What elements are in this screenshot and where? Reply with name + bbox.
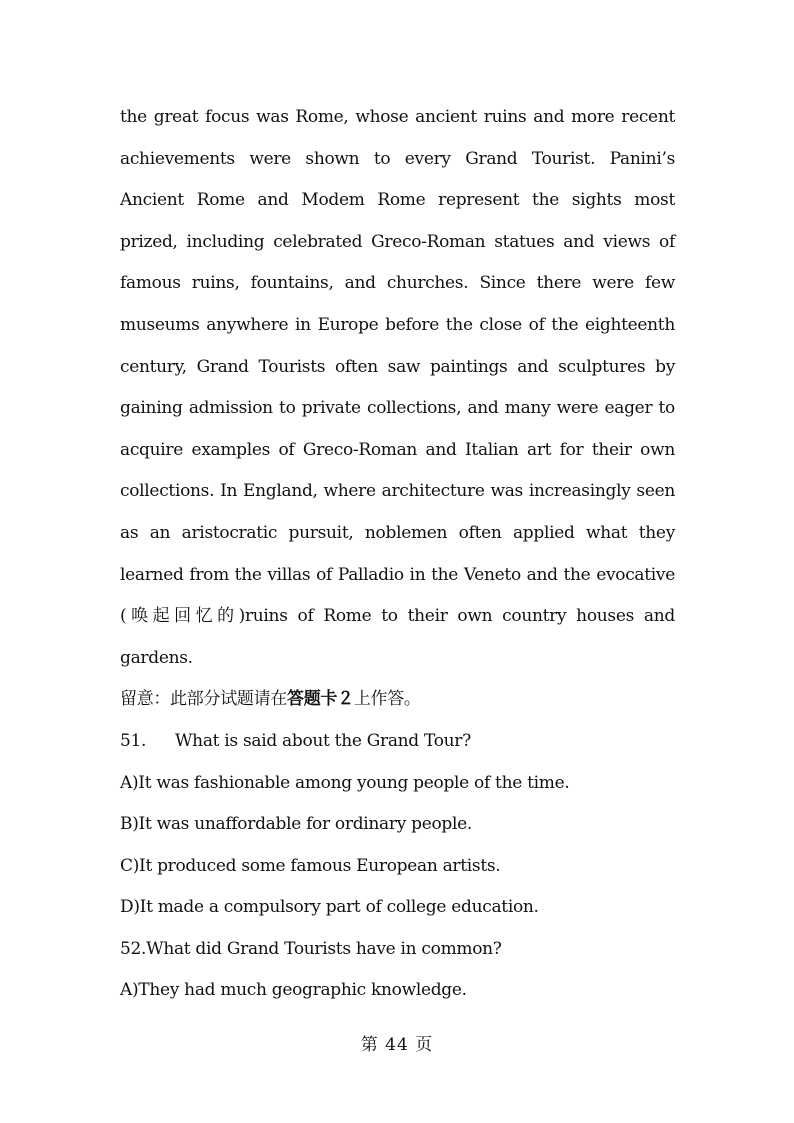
option-a: A)They had much geographic knowledge. (120, 980, 467, 1001)
question-51 (120, 721, 675, 929)
passage-paragraph: the great focus was Rome, whose ancient ruins and more recent achievements were shown to every Grand Tourist. Panini’s Ancient Rome and Modem Rome represent the sights most prized, including celebrated Greco-Roman statues and views of famous ruins, fountains, and churches. Since there were few museums anywhere in Europe before the close of the eighteenth century, Grand Tourists often saw paintings and sculptures by gaining admission to private collections, and many were eager to acquire examples of Greco-Roman and Italian art for their own collections. In England, where architecture was increasingly seen as an aristocratic pursuit, noblemen often applied what they learned from the villas of Palladio in the Veneto and the evocative (唤起回忆的)ruins of Rome to their own country houses and gardens. (120, 107, 675, 668)
question-52 (120, 929, 675, 1012)
answer-sheet-notice (120, 679, 675, 721)
notice-answer-card: 答题卡２ (287, 689, 354, 710)
page-number: 第 44 页 (360, 1035, 434, 1055)
option-c: C)It produced some famous European artists. (120, 855, 501, 876)
question-text: What did Grand Tourists have in common? (146, 938, 502, 959)
question-stem (120, 721, 675, 763)
option-d: D)It made a compulsory part of college education. (120, 897, 539, 918)
notice-prefix: 留意：此部分试题请在 (120, 689, 287, 710)
document-body (120, 97, 675, 1012)
option-a: A)It was fashionable among young people of the time. (120, 772, 570, 793)
question-stem (120, 929, 675, 971)
question-number: 51. (120, 730, 147, 751)
notice-suffix: 上作答。 (353, 689, 421, 710)
question-number: 52. (120, 938, 147, 959)
option-b: B)It was unaffordable for ordinary people. (120, 814, 472, 835)
question-text: What is said about the Grand Tour? (175, 730, 471, 751)
